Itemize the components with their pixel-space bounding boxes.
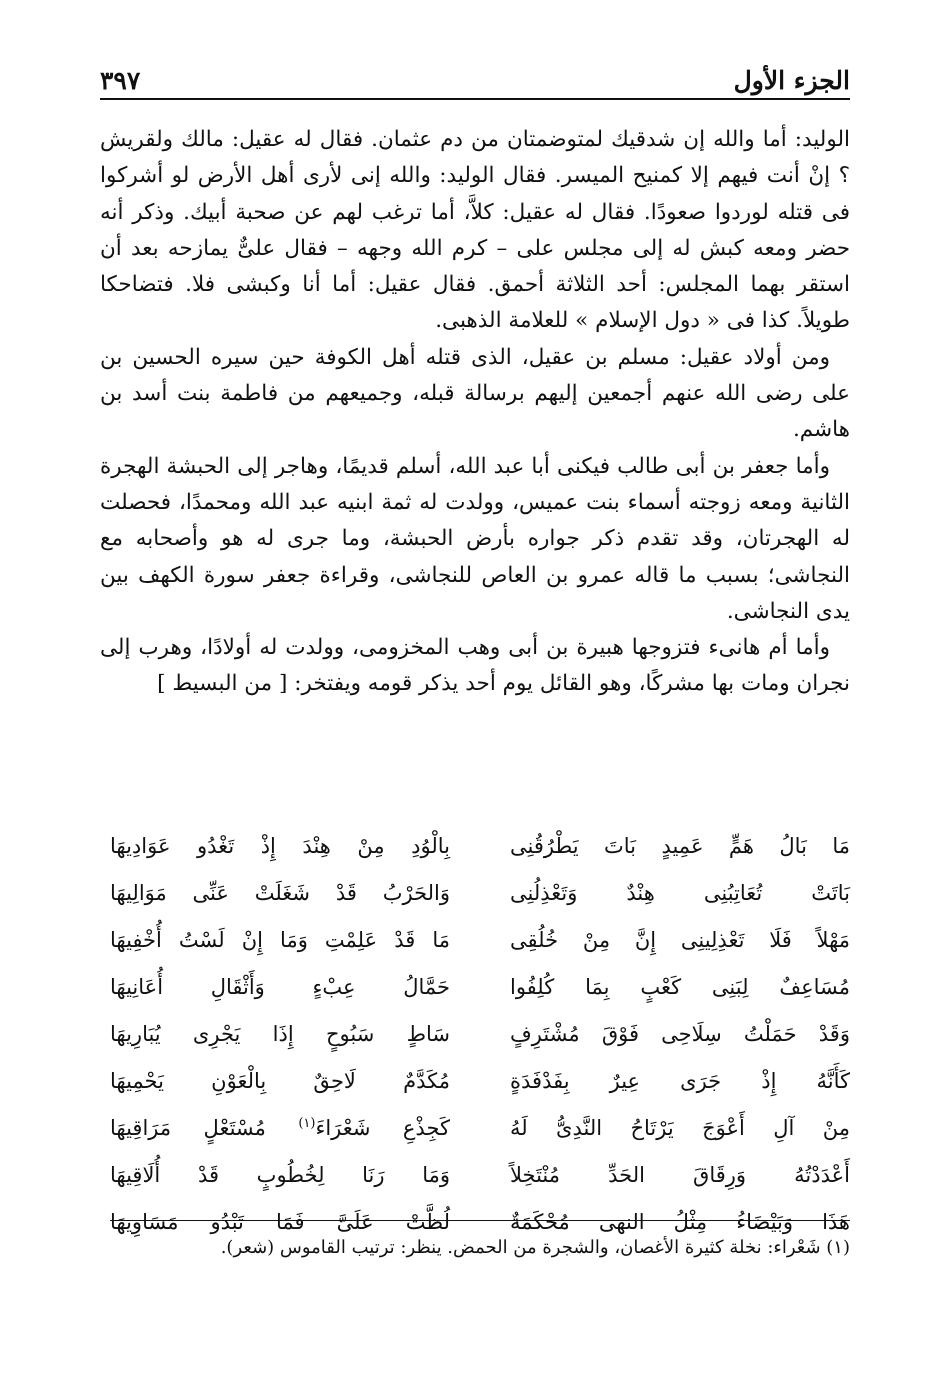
hemistich-part: مُسْتَعْلٍ مَرَاقِيهَا (110, 1116, 299, 1140)
second-hemistich: وَمَا رَنَا لِخُطُوبٍ قَدْ أُلَاقِيهَا (110, 1163, 450, 1187)
second-hemistich: مُكَدَّمٌ لَاحِقٌ بِالْعَوْنِ يَحْمِيهَا (110, 1069, 450, 1093)
second-hemistich: مَا قَدْ عَلِمْتِ وَمَا إِنْ لَسْتُ أُخْفِيهَا (110, 928, 450, 952)
paragraph: وأما أم هانىء فتزوجها هبيرة بن أبى وهب المخزومى، وولدت له أولادًا، وهرب إلى نجران ومات بها مشركًا، وهو القائل يوم أحد يذكر قومه ويفتخر: [ من البسيط ] (100, 635, 850, 697)
paragraph: الوليد: أما والله إن شدقيك لمتوضمتان من دم عثمان. فقال له عقيل: مالك ولقريش ؟ إنْ أنت فيهم إلا كمنيح الميسر. فقال الوليد: والله إنى لأرى أهل الأرض لو أشركوا فى قتله لوردوا صعودًا. فقال له عقيل: كلاَّ، أما ترغب لهم عن صحبة أبيك. وذكر أنه حضر ومعه كبش له إلى مجلس على – كرم الله وجهه – فقال علىٌّ يمازحه بعد أن استقر بهما المجلس: أحد الثلاثة أحمق. فقال عقيل: أما أنا وكبشى فلا. فتضاحكا طويلاً. كذا فى « دول الإسلام » للعلامة الذهبى. (100, 127, 850, 334)
first-hemistich: مَا بَالُ هَمٍّ عَمِيدٍ بَاتَ يَطْرُقُنِى (510, 834, 850, 858)
paragraph: وأما جعفر بن أبى طالب فيكنى أبا عبد الله، أسلم قديمًا، وهاجر إلى الحبشة الهجرة الثانية ومعه زوجته أسماء بنت عميس، وولدت له ثمة ابنيه عبد الله ومحمدًا، فحصلت له الهجرتان، وقد تقدم ذكر جواره بأرض الحبشة، وما جرى له هو وأصحابه مع النجاشى؛ بسبب ما قاله عمرو بن العاص للنجاشى، وقراءة جعفر سورة الكهف بين يدى النجاشى. (100, 453, 850, 624)
footnote-rule (110, 1220, 850, 1221)
paragraph: ومن أولاد عقيل: مسلم بن عقيل، الذى قتله أهل الكوفة حين سيره الحسين بن على رضى الله عنهم أجمعين إليهم برسالة قبله، وجميعهم من فاطمة بنت أسد بن هاشم. (100, 344, 850, 443)
verse (110, 1108, 850, 1155)
verse (110, 1155, 850, 1202)
second-hemistich: سَاطٍ سَبُوحٍ إِذَا يَجْرِى يُبَارِيهَا (110, 1022, 450, 1046)
first-hemistich: مِنْ آلِ أَعْوَجَ يَرْتَاحُ النَّدِىُّ لَهُ (510, 1116, 850, 1140)
running-title: الجزء الأول (733, 66, 850, 95)
second-hemistich: بِالْوُدِ مِنْ هِنْدَ إِذْ تَغْدُو عَوَادِيهَا (110, 834, 450, 858)
verse (110, 920, 850, 967)
poem (110, 826, 850, 1249)
page-number: ٣٩٧ (100, 66, 141, 95)
verse (110, 967, 850, 1014)
footnote: (١) شَعْراء: نخلة كثيرة الأغصان، والشجرة من الحمض. ينظر: ترتيب القاموس (شعر). (220, 1237, 850, 1258)
verse (110, 826, 850, 873)
page-header (100, 55, 850, 95)
verse (110, 1061, 850, 1108)
first-hemistich: وَقَدْ حَمَلْتُ سِلَاحِى فَوْقَ مُشْتَرِفٍ (510, 1022, 850, 1046)
footnote-marker: (١) (298, 1116, 316, 1131)
first-hemistich: مُسَاعِفٌ لِبَنِى كَعْبٍ بِمَا كُلِفُوا (510, 975, 850, 999)
first-hemistich: كَأَنَّهُ إِذْ جَرَى عِيرٌ بِفَدْفَدَةٍ (510, 1069, 850, 1093)
first-hemistich: بَاتَتْ تُعَاتِبُنِى هِنْدٌ وَتَعْذِلُنِى (510, 881, 850, 905)
first-hemistich: أَعْدَدْتُهُ وَرِقَاقَ الحَدِّ مُنْتَخِلاً (510, 1163, 850, 1187)
hemistich-part: كَجِذْعِ شَعْرَاءَ (315, 1116, 450, 1140)
first-hemistich: مَهْلاً فَلَا تَعْذِلِينِى إِنَّ مِنْ خُلُقِى (510, 928, 850, 952)
verse (110, 873, 850, 920)
first-hemistich: هَذَا وَبَيْضَاءُ مِثْلُ النهى مُحْكَمَةٌ (510, 1210, 850, 1234)
second-hemistich: وَالحَرْبُ قَدْ شَغَلَتْ عَنِّى مَوَالِيهَا (110, 881, 450, 905)
second-hemistich: لُظَّتْ عَلَىَّ فَمَا تَبْدُو مَسَاوِيهَا (110, 1210, 450, 1234)
second-hemistich: حَمَّالُ عِبْءٍ وَأَثْقَالِ أُعَانِيهَا (110, 975, 450, 999)
header-rule (100, 98, 850, 100)
main-text (100, 122, 850, 703)
verse (110, 1014, 850, 1061)
second-hemistich (110, 1108, 450, 1155)
